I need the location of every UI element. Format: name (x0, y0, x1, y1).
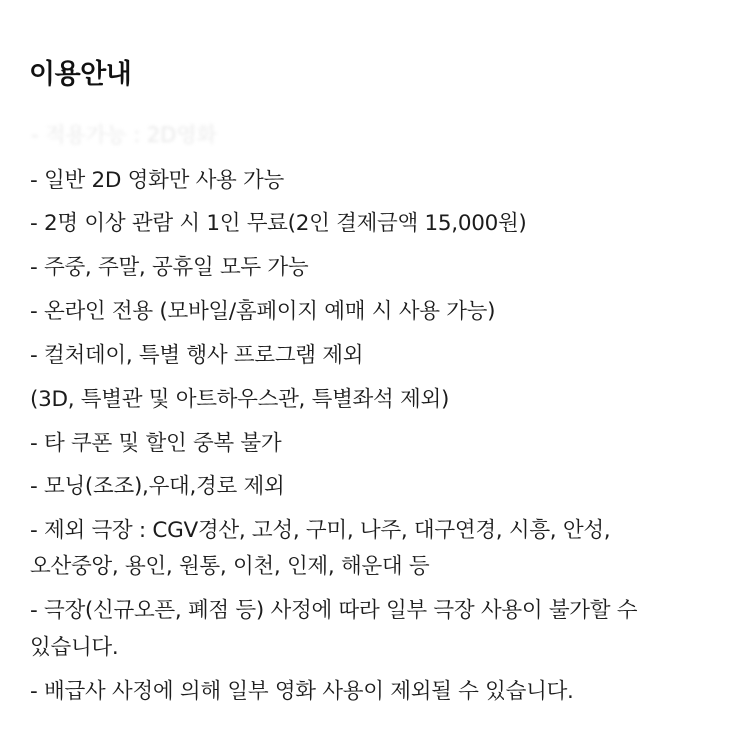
notice-line: - 제외 극장 : CGV경산, 고성, 구미, 나주, 대구연경, 시흥, 안성, (30, 518, 611, 543)
notice-line: 오산중앙, 용인, 원통, 이천, 인제, 해운대 등 (30, 554, 430, 579)
notice-line: - 2명 이상 관람 시 1인 무료(2인 결제금액 15,000원) (30, 211, 527, 236)
notice-line: 있습니다. (30, 635, 119, 660)
notice-line: (3D, 특별관 및 아트하우스관, 특별좌석 제외) (30, 387, 450, 412)
faded-text-line: - 적용가능 : 2D영화 (31, 123, 217, 147)
notice-line: - 배급사 사정에 의해 일부 영화 사용이 제외될 수 있습니다. (30, 679, 574, 704)
notice-line: - 타 쿠폰 및 할인 중복 불가 (30, 431, 282, 456)
page-title: 이용안내 (29, 59, 132, 90)
notice-line: - 극장(신규오픈, 폐점 등) 사정에 따라 일부 극장 사용이 불가할 수 (30, 598, 638, 623)
notice-line: - 일반 2D 영화만 사용 가능 (30, 168, 284, 193)
notice-line: - 모닝(조조),우대,경로 제외 (30, 474, 285, 499)
notice-line: - 컬처데이, 특별 행사 프로그램 제외 (30, 343, 364, 368)
notice-line: - 온라인 전용 (모바일/홈페이지 예매 시 사용 가능) (30, 299, 496, 324)
notice-line: - 주중, 주말, 공휴일 모두 가능 (30, 255, 309, 280)
